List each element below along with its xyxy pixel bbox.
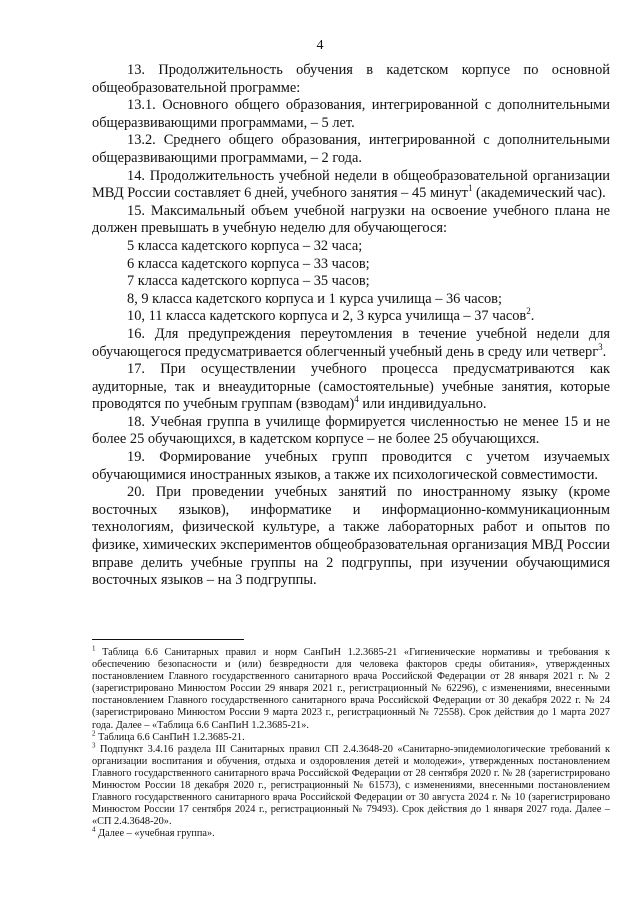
paragraph-text: 17. При осуществлении учебного процесса предусматриваются как аудиторные, так и внеаудиторные (самостоятельные) учебные занятия, которые проводятся по учебным группам (взводам) [92, 361, 610, 413]
paragraph-text: 8, 9 класса кадетского корпуса и 1 курса училища – 36 часов; [127, 290, 502, 307]
paragraph-text-tail: . [602, 343, 607, 360]
footnote-mark: 4 [92, 825, 96, 834]
body-text [92, 62, 610, 590]
footnote [92, 729, 610, 744]
paragraph-text: 19. Формирование учебных групп проводится с учетом изучаемых обучающимися иностранных языков, а также их психологической совместимости. [92, 449, 610, 483]
footnote [92, 825, 610, 840]
paragraph [92, 203, 610, 238]
footnote-mark: 3 [92, 741, 96, 750]
paragraph [92, 62, 610, 97]
page-number: 4 [316, 38, 324, 53]
footnote [92, 644, 610, 732]
paragraph-text: 6 класса кадетского корпуса – 33 часов; [127, 255, 370, 272]
footnote-separator [92, 639, 244, 640]
list-item [92, 273, 610, 291]
paragraph-text: 5 класса кадетского корпуса – 32 часа; [127, 237, 363, 254]
paragraph-text: 14. Продолжительность учебной недели в общеобразовательной организации МВД России составляет 6 дней, учебного занятия – 45 минут [92, 167, 610, 202]
paragraph-text: 10, 11 класса кадетского корпуса и 2, 3 курса училища – 37 часов [127, 308, 527, 325]
paragraph-text: 15. Максимальный объем учебной нагрузки на освоение учебного плана не должен превышать в учебную неделю для обучающегося: [92, 202, 610, 237]
paragraph-text: 18. Учебная группа в училище формируется численностью не менее 15 и не более 25 обучающихся, в кадетском корпусе – не более 25 обучающихся. [92, 413, 610, 448]
footnote-reference: 4 [354, 394, 359, 405]
paragraph-text: 20. При проведении учебных занятий по иностранному языку (кроме восточных языков), информатике и информационно-коммуникационным технологиям, физической культуре, а также лабораторных работ и опытов по физике, химических экспериментов общеобразовательная организация МВД России вправе делить учебные группы на 2 подгруппы, при изучении обучающимися восточных языков – на 3 подгруппы. [92, 484, 610, 589]
footnote-reference: 3 [598, 341, 603, 352]
paragraph-text: 13.1. Основного общего образования, интегрированной с дополнительными общеразвивающими программами, – 5 лет. [92, 97, 610, 131]
footnote-text: Таблица 6.6 СанПиН 1.2.3685-21. [95, 731, 245, 743]
footnote-reference: 1 [467, 183, 473, 194]
paragraph-text: 13. Продолжительность обучения в кадетском корпусе по основной общеобразовательной программе: [92, 62, 610, 96]
footnote-text: Далее – «учебная группа». [95, 828, 215, 840]
footnote-text: Подпункт 3.4.16 раздела III Санитарных правил СП 2.4.3648-20 «Санитарно-эпидемиологические требований к организации воспитания и обучения, отдыха и оздоровления детей и молодежи», утвержденных постановлением Главного государственного санитарного врача Российской Федерации от 28 сентября 2020 г. № 28 (зарегистрировано Минюстом России 18 декабря 2020 г., регистрационный № 61573), с изменениями, внесенными постановлением Главного государственного санитарного врача Российской Федерации от 30 августа 2024 г. № 10 (зарегистрировано Минюстом России 17 сентября 2024 г., регистрационный № 79493). Срок действия до 1 января 2027 года. Далее – «СП 2.4.3648-20». [92, 743, 610, 828]
paragraph [92, 449, 610, 484]
list-item [92, 238, 610, 256]
footnotes [92, 644, 610, 841]
paragraph-text-tail: (академический час). [472, 185, 606, 202]
paragraph [92, 414, 610, 449]
paragraph [92, 97, 610, 132]
paragraph [92, 484, 610, 590]
paragraph [92, 168, 610, 203]
paragraph-text: 13.2. Среднего общего образования, интегрированной с дополнительными общеразвивающими программами, – 2 года. [92, 132, 610, 166]
list-item [92, 291, 610, 309]
footnote-reference: 2 [526, 306, 531, 317]
paragraph [92, 361, 610, 414]
footnote-mark: 1 [92, 644, 96, 653]
paragraph-text-tail: или индивидуально. [358, 396, 487, 413]
list-item [92, 256, 610, 274]
paragraph-text: 16. Для предупреждения переутомления в течение учебной недели для обучающегося предусматривается облегченный учебный день в среду или четверг [92, 325, 610, 360]
paragraph-text-tail: . [530, 308, 535, 325]
paragraph [92, 132, 610, 167]
paragraph-text: 7 класса кадетского корпуса – 35 часов; [127, 273, 370, 290]
paragraph [92, 326, 610, 361]
footnote-mark: 2 [92, 729, 96, 738]
footnote-text: Таблица 6.6 Санитарных правил и норм СанПиН 1.2.3685-21 «Гигиенические нормативы и требования к обеспечению безопасности и (или) безвредности для человека факторов среды обитания», утвержденных постановлением Главного государственного санитарного врача Российской Федерации от 28 января 2021 г. № 2 (зарегистрировано Минюстом России 29 января 2021 г., регистрационный № 62296), с изменениями, внесенными постановлением Главного государственного санитарного врача Российской Федерации от 30 декабря 2022 г. № 24 (зарегистрировано Минюстом России 9 марта 2023 г., регистрационный № 72558). Срок действия до 1 марта 2027 года. Далее – «Таблица 6.6 СанПиН 1.2.3685-21». [92, 647, 610, 731]
list-item [92, 308, 610, 326]
footnote [92, 741, 610, 829]
